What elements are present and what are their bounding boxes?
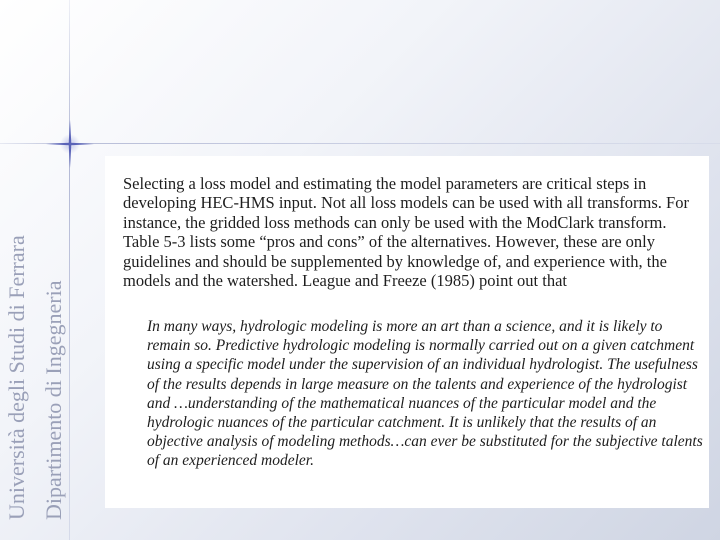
department-name: Dipartimento di Ingegneria [41, 280, 66, 520]
university-name: Università degli Studi di Ferrara [4, 235, 29, 520]
sparkle-star-icon [44, 118, 96, 170]
decorative-vertical-line [69, 0, 70, 540]
body-paragraph: Selecting a loss model and estimating the model parameters are critical steps in developing HEC-HMS input. Not all loss models can be used with all transforms. For instance, the gridded loss methods can only be used with the ModClark transform. Table 5-3 lists some “pros and cons” of the alternatives. However, these are only guidelines and should be supplemented by knowledge of, and experience with, the models and the watershed. League and Freeze (1985) point out that [123, 174, 689, 291]
block-quote: In many ways, hydrologic modeling is more an art than a science, and it is likely to remain so. Predictive hydrologic modeling is normally carried out on a given catchment using a specific model under the supervision of an individual hydrologist. The usefulness of the results depends in large measure on the talents and experience of the hydrologist and …understanding of the mathematical nuances of the particular model and the hydrologic nuances of the particular catchment. It is unlikely that the results of an objective analysis of modeling methods…can ever be substituted for the subjective talents of an experienced modeler. [147, 318, 703, 470]
document-excerpt [105, 156, 709, 508]
decorative-horizontal-line [0, 143, 720, 144]
